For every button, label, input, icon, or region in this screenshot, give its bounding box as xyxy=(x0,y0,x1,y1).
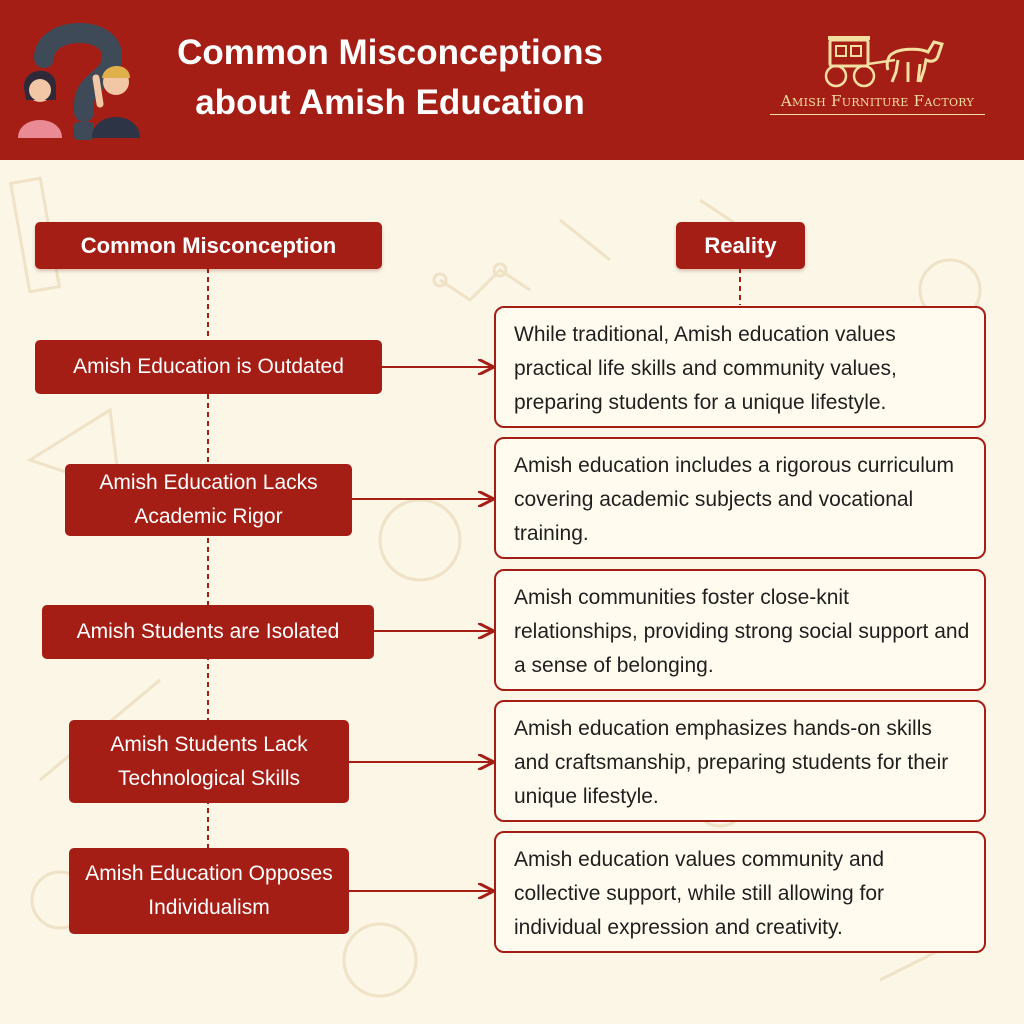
misconception-box-5: Amish Education Opposes Individualism xyxy=(69,848,349,934)
reality-box-1: While traditional, Amish education values practical life skills and community values, preparing students for a unique lifestyle. xyxy=(494,306,986,428)
misconception-box-3: Amish Students are Isolated xyxy=(42,605,374,659)
title-line-2: about Amish Education xyxy=(195,83,585,122)
misconception-box-4: Amish Students Lack Technological Skills xyxy=(69,720,349,803)
reality-column-header: Reality xyxy=(676,222,805,269)
misconception-box-1: Amish Education is Outdated xyxy=(35,340,382,394)
reality-box-4: Amish education emphasizes hands-on skills and craftsmanship, preparing students for their unique lifestyle. xyxy=(494,700,986,822)
reality-box-5: Amish education values community and collective support, while still allowing for individual expression and creativity. xyxy=(494,831,986,953)
logo-text: Amish Furniture Factory xyxy=(770,92,985,115)
reality-box-3: Amish communities foster close-knit relationships, providing strong social support and a sense of belonging. xyxy=(494,569,986,691)
reality-box-2: Amish education includes a rigorous curriculum covering academic subjects and vocational training. xyxy=(494,437,986,559)
misconception-column-header: Common Misconception xyxy=(35,222,382,269)
misconception-box-2: Amish Education Lacks Academic Rigor xyxy=(65,464,352,536)
title-line-1: Common Misconceptions xyxy=(177,33,603,72)
